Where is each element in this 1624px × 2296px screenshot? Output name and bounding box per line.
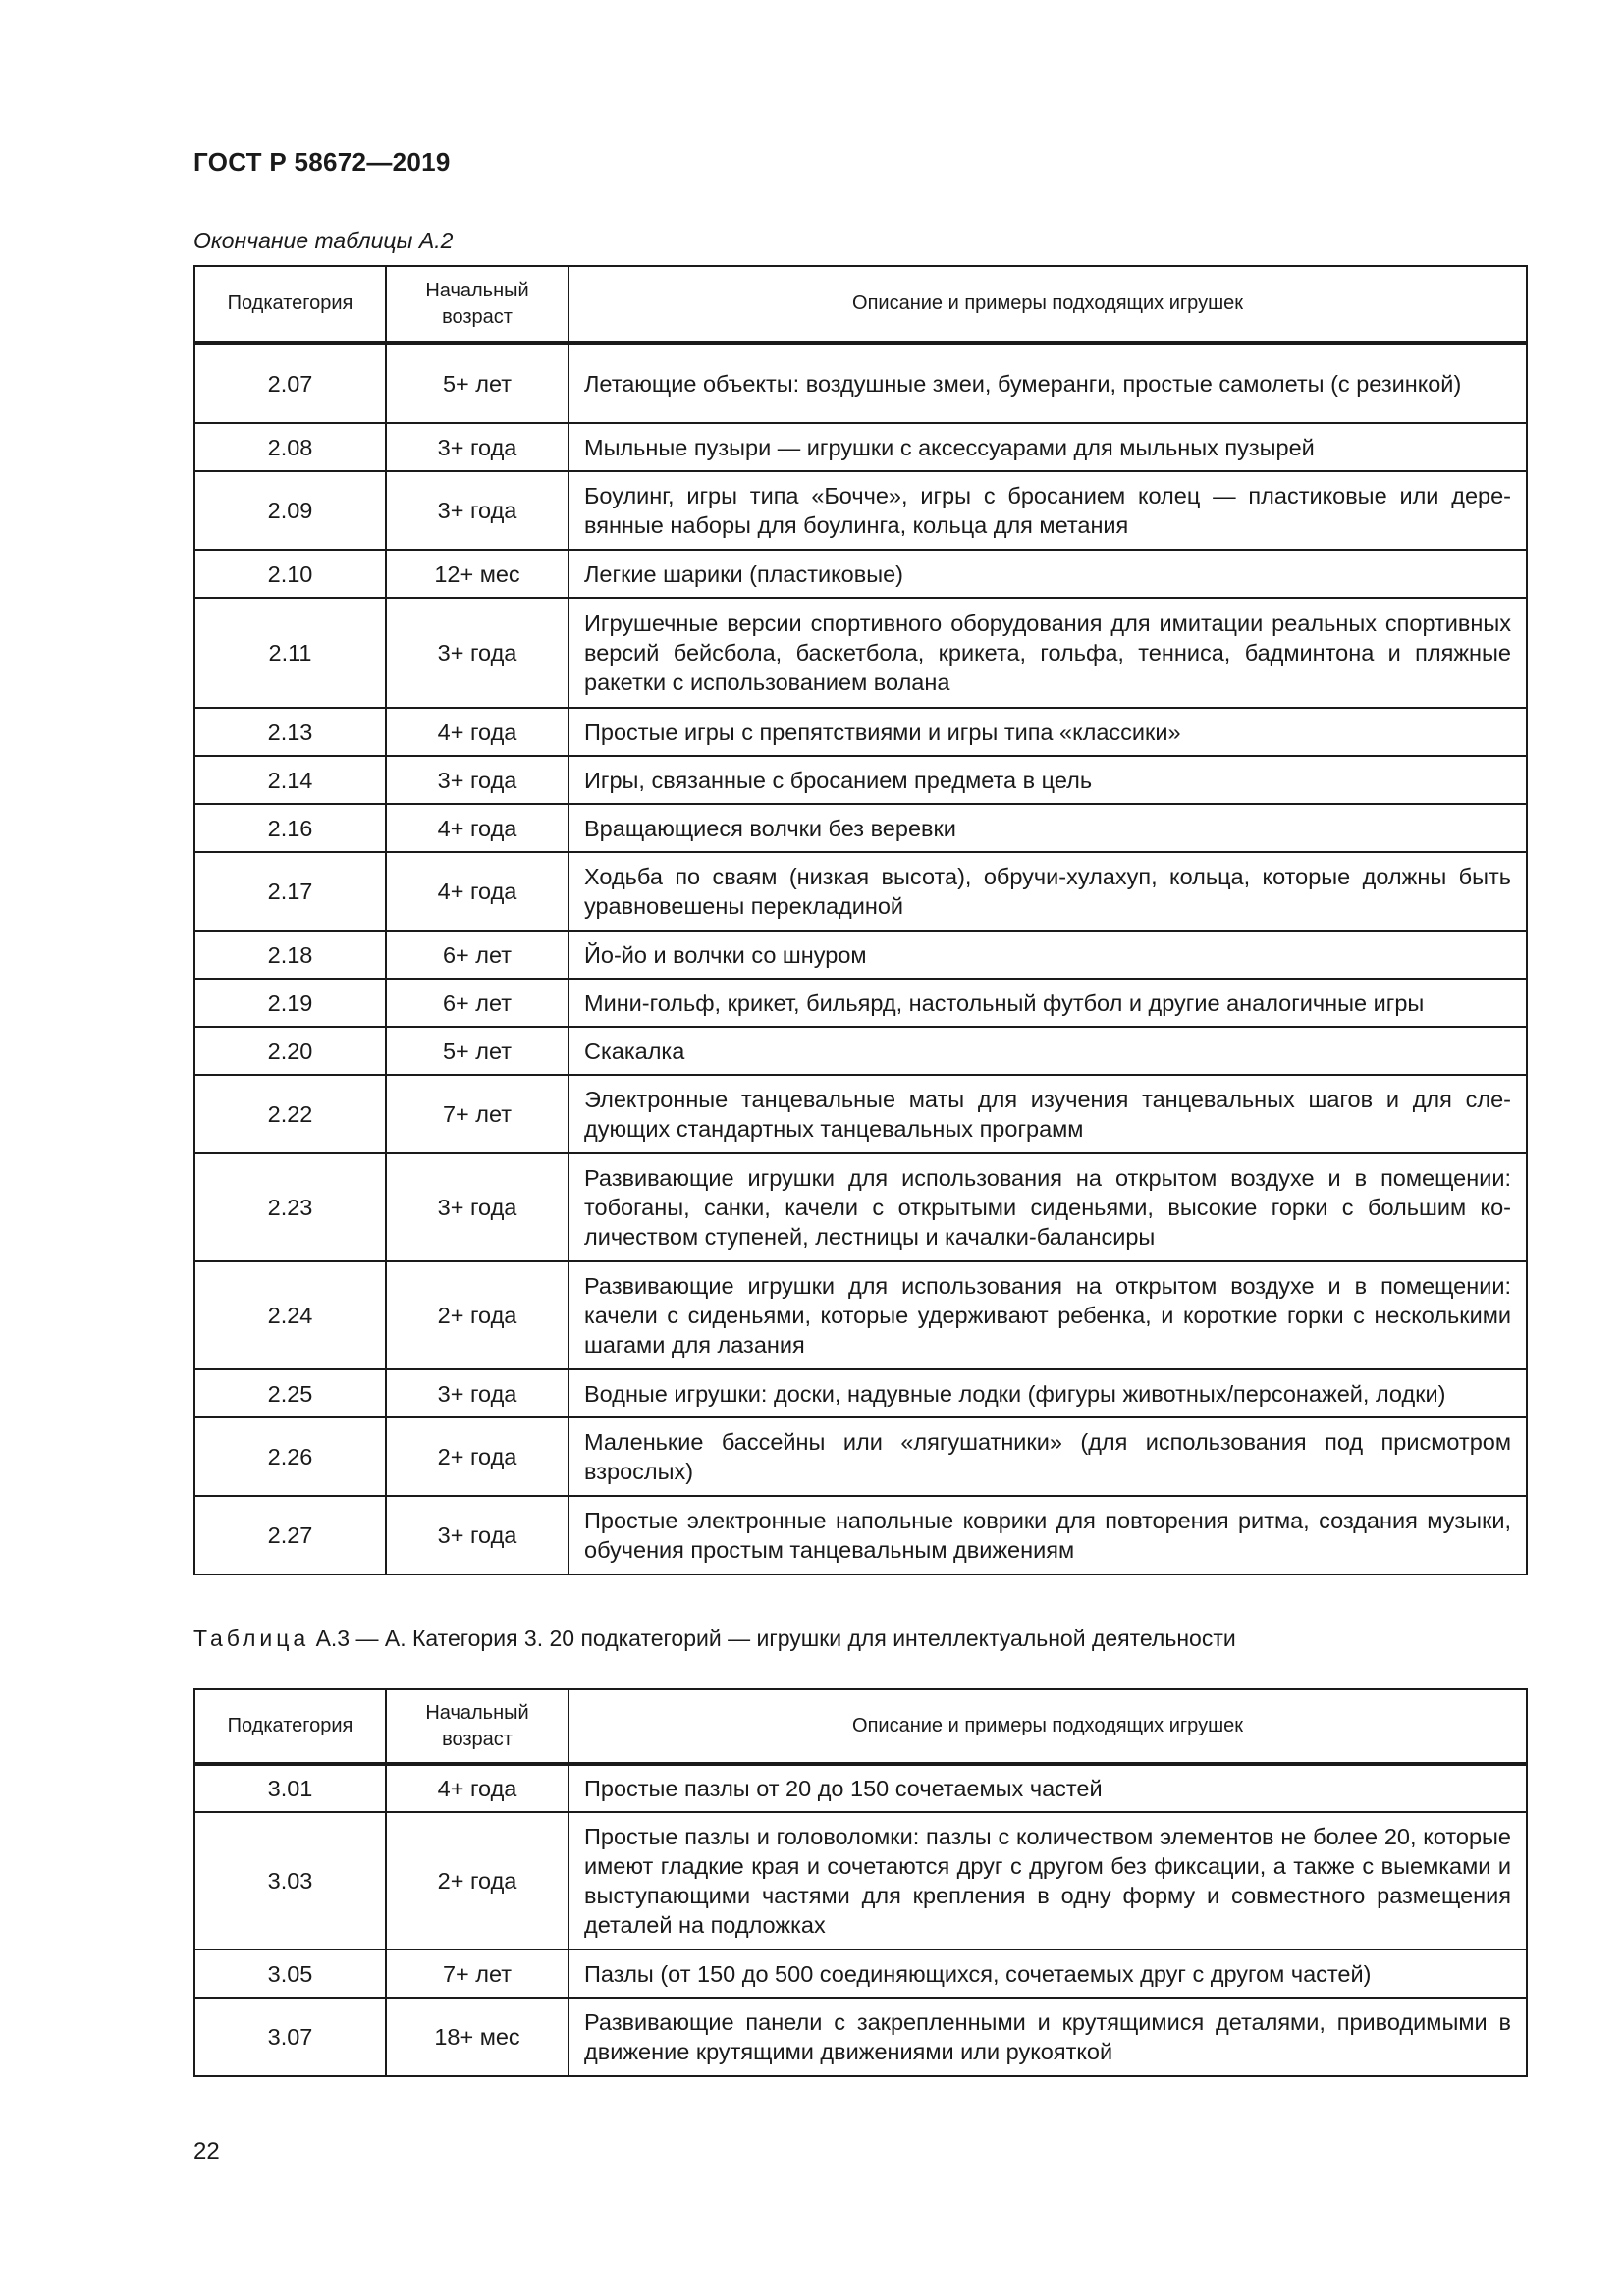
start-age-cell: 2+ года <box>386 1812 568 1949</box>
table-row <box>194 1261 1527 1369</box>
description-cell: Йо-йо и волчки со шнуром <box>568 931 1527 979</box>
description-cell: Ходьба по сваям (низкая высота), обручи-хулахуп, кольца, которые должны быть уравновешены перекладиной <box>568 852 1527 931</box>
description-cell: Простые игры с препятствиями и игры типа «классики» <box>568 708 1527 756</box>
start-age-cell: 6+ лет <box>386 979 568 1027</box>
start-age-cell: 3+ года <box>386 1496 568 1575</box>
start-age-cell: 4+ года <box>386 852 568 931</box>
page-number: 22 <box>193 2138 220 2164</box>
description-cell: Мини-гольф, крикет, бильярд, настольный футбол и другие аналогичные игры <box>568 979 1527 1027</box>
subcategory-code-cell: 2.10 <box>194 550 386 598</box>
start-age-cell: 4+ года <box>386 708 568 756</box>
subcategory-code-cell: 2.24 <box>194 1261 386 1369</box>
table-row <box>194 852 1527 931</box>
table-row <box>194 931 1527 979</box>
table-a2 <box>193 265 1528 1575</box>
description-cell: Скакалка <box>568 1027 1527 1075</box>
table-row <box>194 471 1527 550</box>
table-a2-caption: Окончание таблицы А.2 <box>193 228 454 253</box>
start-age-cell: 7+ лет <box>386 1075 568 1153</box>
column-header-start-age: Начальный возраст <box>386 266 568 343</box>
description-cell: Развивающие игрушки для использования на открытом воздухе и в помещении: качели с сиденьями, которые удерживают ребенка, и короткие горки с несколькими шагами для лазания <box>568 1261 1527 1369</box>
column-header-subcategory: Подкатегория <box>194 266 386 343</box>
start-age-cell: 3+ года <box>386 1369 568 1417</box>
table-row <box>194 1496 1527 1575</box>
description-cell: Легкие шарики (пластиковые) <box>568 550 1527 598</box>
table-row <box>194 550 1527 598</box>
table-row <box>194 1949 1527 1998</box>
table-row <box>194 804 1527 852</box>
column-header-subcategory: Подкатегория <box>194 1689 386 1764</box>
table-a2-header-row <box>194 266 1527 343</box>
start-age-cell: 6+ лет <box>386 931 568 979</box>
table-row <box>194 1153 1527 1261</box>
table-row <box>194 756 1527 804</box>
description-cell: Развивающие игрушки для использования на открытом воздухе и в помещении: тобоганы, санки, качели с открытыми сиденьями, высокие горки с большим количеством ступеней, лестницы и качалки-балансиры <box>568 1153 1527 1261</box>
table-row <box>194 1998 1527 2076</box>
start-age-cell: 3+ года <box>386 598 568 708</box>
subcategory-code-cell: 2.09 <box>194 471 386 550</box>
start-age-cell: 2+ года <box>386 1417 568 1496</box>
table-a3-caption <box>193 1626 1236 1652</box>
table-row <box>194 1812 1527 1949</box>
description-cell: Летающие объекты: воздушные змеи, бумеранги, простые самолеты (с резинкой) <box>568 343 1527 423</box>
description-cell: Простые электронные напольные коврики для повторения ритма, создания музыки, обучения простым танцевальным движениям <box>568 1496 1527 1575</box>
subcategory-code-cell: 2.25 <box>194 1369 386 1417</box>
start-age-cell: 12+ мес <box>386 550 568 598</box>
start-age-cell: 7+ лет <box>386 1949 568 1998</box>
table-row <box>194 1417 1527 1496</box>
table-row <box>194 598 1527 708</box>
description-cell: Игры, связанные с бросанием предмета в цель <box>568 756 1527 804</box>
subcategory-code-cell: 2.23 <box>194 1153 386 1261</box>
table-a3-caption-label: Таблица <box>193 1626 310 1651</box>
description-cell: Развивающие панели с закрепленными и крутящимися деталями, приводимыми в движение крутящими движениями или рукояткой <box>568 1998 1527 2076</box>
table-row <box>194 423 1527 471</box>
description-cell: Пазлы (от 150 до 500 соединяющихся, сочетаемых друг с другом частей) <box>568 1949 1527 1998</box>
description-cell: Мыльные пузыри — игрушки с аксессуарами для мыльных пузырей <box>568 423 1527 471</box>
subcategory-code-cell: 2.11 <box>194 598 386 708</box>
start-age-cell: 3+ года <box>386 471 568 550</box>
subcategory-code-cell: 3.07 <box>194 1998 386 2076</box>
document-header: ГОСТ Р 58672—2019 <box>193 147 451 177</box>
table-row <box>194 1075 1527 1153</box>
table-a3 <box>193 1688 1528 2077</box>
start-age-cell: 4+ года <box>386 1764 568 1812</box>
subcategory-code-cell: 2.22 <box>194 1075 386 1153</box>
subcategory-code-cell: 2.16 <box>194 804 386 852</box>
table-row <box>194 1369 1527 1417</box>
start-age-cell: 4+ года <box>386 804 568 852</box>
subcategory-code-cell: 3.01 <box>194 1764 386 1812</box>
description-cell: Вращающиеся волчки без веревки <box>568 804 1527 852</box>
start-age-cell: 3+ года <box>386 423 568 471</box>
subcategory-code-cell: 2.18 <box>194 931 386 979</box>
table-a3-caption-text: А.3 — А. Категория 3. 20 подкатегорий — игрушки для интеллектуальной деятельности <box>315 1626 1236 1651</box>
subcategory-code-cell: 2.19 <box>194 979 386 1027</box>
start-age-cell: 5+ лет <box>386 343 568 423</box>
description-cell: Простые пазлы и головоломки: пазлы с количеством элементов не более 20, которые имеют гладкие края и сочетаются друг с другом без фиксации, а также с выемками и выступающими частями для крепления в одну форму и совместного размещения деталей на подложках <box>568 1812 1527 1949</box>
subcategory-code-cell: 2.08 <box>194 423 386 471</box>
description-cell: Игрушечные версии спортивного оборудования для имитации реальных спортивных версий бейсбола, баскетбола, крикета, гольфа, тенниса, бадминтона и пляжные ракетки с использованием волана <box>568 598 1527 708</box>
subcategory-code-cell: 3.05 <box>194 1949 386 1998</box>
table-row <box>194 1764 1527 1812</box>
start-age-cell: 3+ года <box>386 1153 568 1261</box>
description-cell: Маленькие бассейны или «лягушатники» (для использования под присмотром взрослых) <box>568 1417 1527 1496</box>
table-row <box>194 1027 1527 1075</box>
subcategory-code-cell: 2.20 <box>194 1027 386 1075</box>
start-age-cell: 2+ года <box>386 1261 568 1369</box>
subcategory-code-cell: 2.17 <box>194 852 386 931</box>
start-age-cell: 5+ лет <box>386 1027 568 1075</box>
start-age-cell: 18+ мес <box>386 1998 568 2076</box>
table-row <box>194 979 1527 1027</box>
column-header-start-age: Начальный возраст <box>386 1689 568 1764</box>
subcategory-code-cell: 2.26 <box>194 1417 386 1496</box>
description-cell: Электронные танцевальные маты для изучения танцевальных шагов и для следующих стандартных танцевальных программ <box>568 1075 1527 1153</box>
subcategory-code-cell: 2.13 <box>194 708 386 756</box>
table-row <box>194 343 1527 423</box>
column-header-description: Описание и примеры подходящих игрушек <box>568 1689 1527 1764</box>
start-age-cell: 3+ года <box>386 756 568 804</box>
description-cell: Водные игрушки: доски, надувные лодки (фигуры животных/персонажей, лодки) <box>568 1369 1527 1417</box>
subcategory-code-cell: 2.27 <box>194 1496 386 1575</box>
column-header-description: Описание и примеры подходящих игрушек <box>568 266 1527 343</box>
table-row <box>194 708 1527 756</box>
subcategory-code-cell: 2.07 <box>194 343 386 423</box>
subcategory-code-cell: 2.14 <box>194 756 386 804</box>
description-cell: Простые пазлы от 20 до 150 сочетаемых частей <box>568 1764 1527 1812</box>
subcategory-code-cell: 3.03 <box>194 1812 386 1949</box>
table-a3-header-row <box>194 1689 1527 1764</box>
description-cell: Боулинг, игры типа «Бочче», игры с бросанием колец — пластиковые или деревянные наборы для боулинга, кольца для метания <box>568 471 1527 550</box>
